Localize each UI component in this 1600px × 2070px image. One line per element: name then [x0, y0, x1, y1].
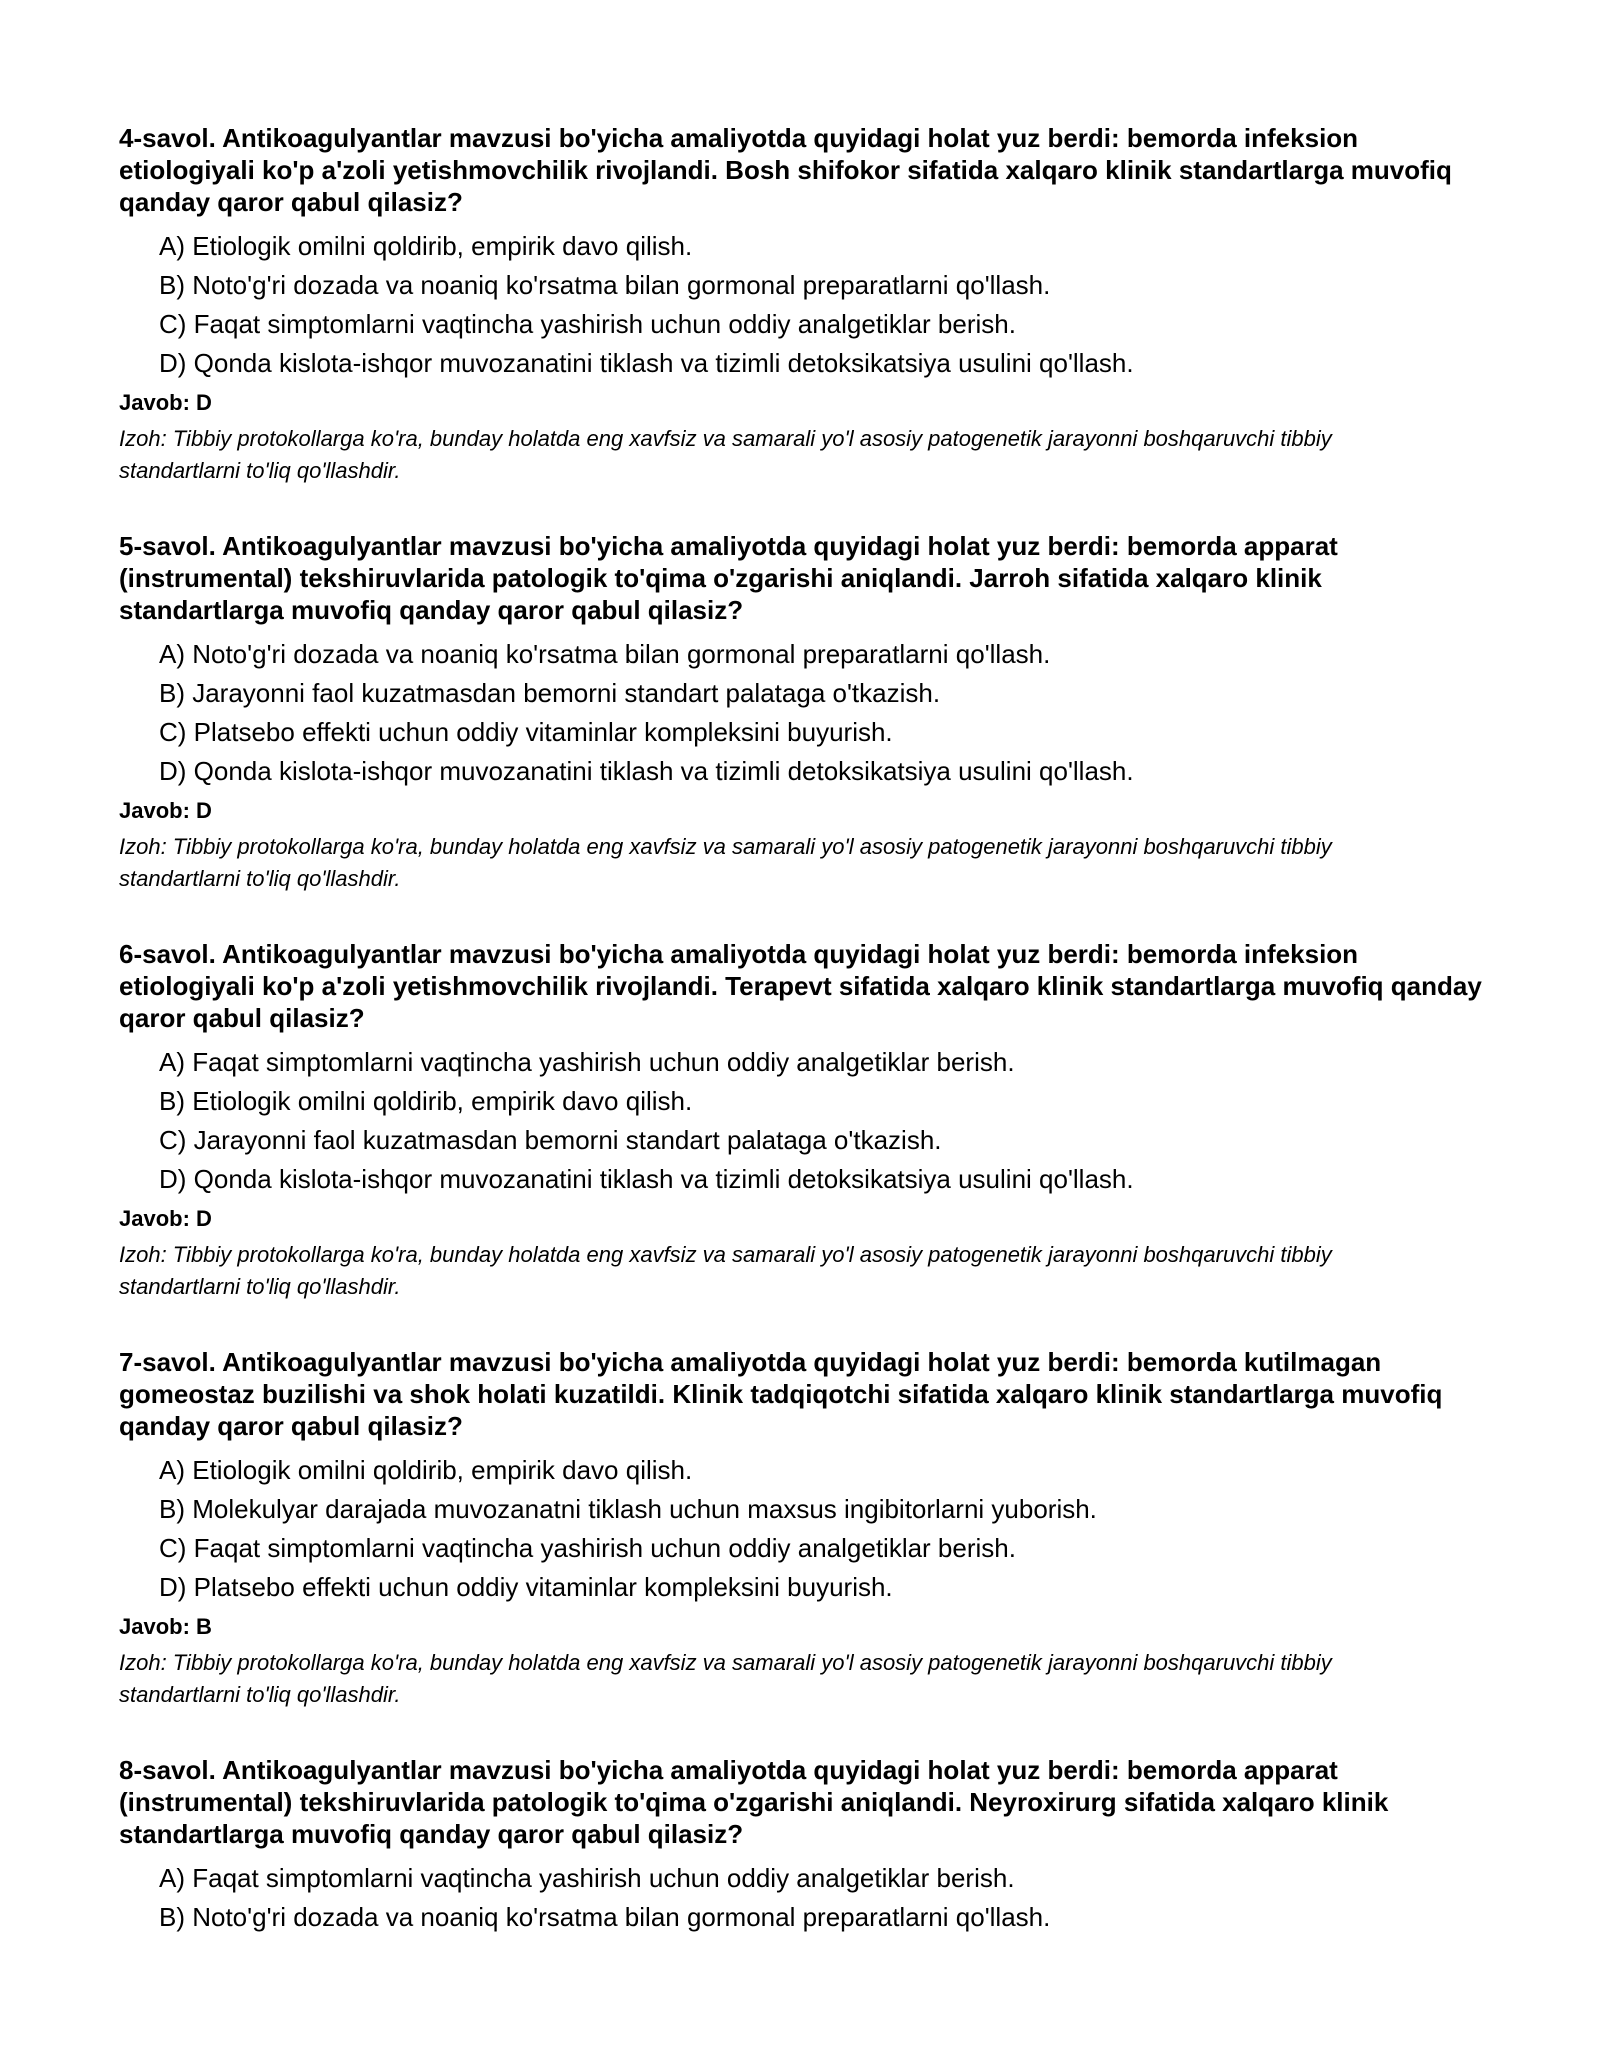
option-c: C) Faqat simptomlarni vaqtincha yashirish uchun oddiy analgetiklar berish.	[159, 1533, 1016, 1563]
option-b: B) Noto'g'ri dozada va noaniq ko'rsatma bilan gormonal preparatlarni qo'llash.	[159, 1902, 1051, 1932]
explanation-note: Izoh: Tibbiy protokollarga ko'ra, bunday holatda eng xavfsiz va samarali yo'l asosiy patogenetik jarayonni boshqaruvchi tibbiy standartlarni to'liq qo'llashdir.	[119, 1650, 1332, 1707]
explanation-note: Izoh: Tibbiy protokollarga ko'ra, bunday holatda eng xavfsiz va samarali yo'l asosiy patogenetik jarayonni boshqaruvchi tibbiy standartlarni to'liq qo'llashdir.	[119, 1242, 1332, 1299]
option-b: B) Jarayonni faol kuzatmasdan bemorni standart palataga o'tkazish.	[159, 678, 941, 708]
option-b: B) Molekulyar darajada muvozanatni tiklash uchun maxsus ingibitorlarni yuborish.	[159, 1494, 1097, 1524]
option-a: A) Faqat simptomlarni vaqtincha yashirish uchun oddiy analgetiklar berish.	[159, 1863, 1015, 1893]
explanation-note: Izoh: Tibbiy protokollarga ko'ra, bunday holatda eng xavfsiz va samarali yo'l asosiy patogenetik jarayonni boshqaruvchi tibbiy standartlarni to'liq qo'llashdir.	[119, 834, 1332, 891]
options-list	[119, 1043, 1489, 1199]
question-block	[119, 122, 1489, 487]
question-text: 5-savol. Antikoagulyantlar mavzusi bo'yicha amaliyotda quyidagi holat yuz berdi: bemorda apparat (instrumental) tekshiruvlarida patologik to'qima o'zgarishi aniqlandi. Jarroh sifatida xalqaro klinik standartlarga muvofiq qanday qaror qabul qilasiz?	[119, 531, 1338, 625]
answer-label: Javob: B	[119, 1614, 212, 1639]
option-d: D) Qonda kislota-ishqor muvozanatini tiklash va tizimli detoksikatsiya usulini qo'llash.	[159, 1164, 1134, 1194]
question-text: 8-savol. Antikoagulyantlar mavzusi bo'yicha amaliyotda quyidagi holat yuz berdi: bemorda apparat (instrumental) tekshiruvlarida patologik to'qima o'zgarishi aniqlandi. Neyroxirurg sifatida xalqaro klinik standartlarga muvofiq qanday qaror qabul qilasiz?	[119, 1755, 1389, 1849]
answer-label: Javob: D	[119, 1206, 212, 1231]
option-c: C) Platsebo effekti uchun oddiy vitaminlar kompleksini buyurish.	[159, 717, 893, 747]
option-a: A) Etiologik omilni qoldirib, empirik davo qilish.	[159, 1455, 693, 1485]
options-list	[119, 635, 1489, 791]
option-d: D) Qonda kislota-ishqor muvozanatini tiklash va tizimli detoksikatsiya usulini qo'llash.	[159, 756, 1134, 786]
question-block	[119, 1346, 1489, 1711]
option-b: B) Noto'g'ri dozada va noaniq ko'rsatma bilan gormonal preparatlarni qo'llash.	[159, 270, 1051, 300]
question-block	[119, 938, 1489, 1303]
question-text: 6-savol. Antikoagulyantlar mavzusi bo'yicha amaliyotda quyidagi holat yuz berdi: bemorda infeksion etiologiyali ko'p a'zoli yetishmovchilik rivojlandi. Terapevt sifatida xalqaro klinik standartlarga muvofiq qanday qaror qabul qilasiz?	[119, 939, 1482, 1033]
option-d: D) Platsebo effekti uchun oddiy vitaminlar kompleksini buyurish.	[159, 1572, 893, 1602]
explanation-note: Izoh: Tibbiy protokollarga ko'ra, bunday holatda eng xavfsiz va samarali yo'l asosiy patogenetik jarayonni boshqaruvchi tibbiy standartlarni to'liq qo'llashdir.	[119, 426, 1332, 483]
option-c: C) Jarayonni faol kuzatmasdan bemorni standart palataga o'tkazish.	[159, 1125, 942, 1155]
options-list	[119, 1451, 1489, 1607]
question-text: 7-savol. Antikoagulyantlar mavzusi bo'yicha amaliyotda quyidagi holat yuz berdi: bemorda kutilmagan gomeostaz buzilishi va shok holati kuzatildi. Klinik tadqiqotchi sifatida xalqaro klinik standartlarga muvofiq qanday qaror qabul qilasiz?	[119, 1347, 1443, 1441]
question-block	[119, 1754, 1489, 1937]
question-block	[119, 530, 1489, 895]
question-text: 4-savol. Antikoagulyantlar mavzusi bo'yicha amaliyotda quyidagi holat yuz berdi: bemorda infeksion etiologiyali ko'p a'zoli yetishmovchilik rivojlandi. Bosh shifokor sifatida xalqaro klinik standartlarga muvofiq qanday qaror qabul qilasiz?	[119, 123, 1452, 217]
answer-label: Javob: D	[119, 390, 212, 415]
option-b: B) Etiologik omilni qoldirib, empirik davo qilish.	[159, 1086, 693, 1116]
answer-label: Javob: D	[119, 798, 212, 823]
option-a: A) Faqat simptomlarni vaqtincha yashirish uchun oddiy analgetiklar berish.	[159, 1047, 1015, 1077]
option-a: A) Etiologik omilni qoldirib, empirik davo qilish.	[159, 231, 693, 261]
option-a: A) Noto'g'ri dozada va noaniq ko'rsatma bilan gormonal preparatlarni qo'llash.	[159, 639, 1051, 669]
options-list	[119, 227, 1489, 383]
option-c: C) Faqat simptomlarni vaqtincha yashirish uchun oddiy analgetiklar berish.	[159, 309, 1016, 339]
option-d: D) Qonda kislota-ishqor muvozanatini tiklash va tizimli detoksikatsiya usulini qo'llash.	[159, 348, 1134, 378]
options-list	[119, 1859, 1489, 1937]
